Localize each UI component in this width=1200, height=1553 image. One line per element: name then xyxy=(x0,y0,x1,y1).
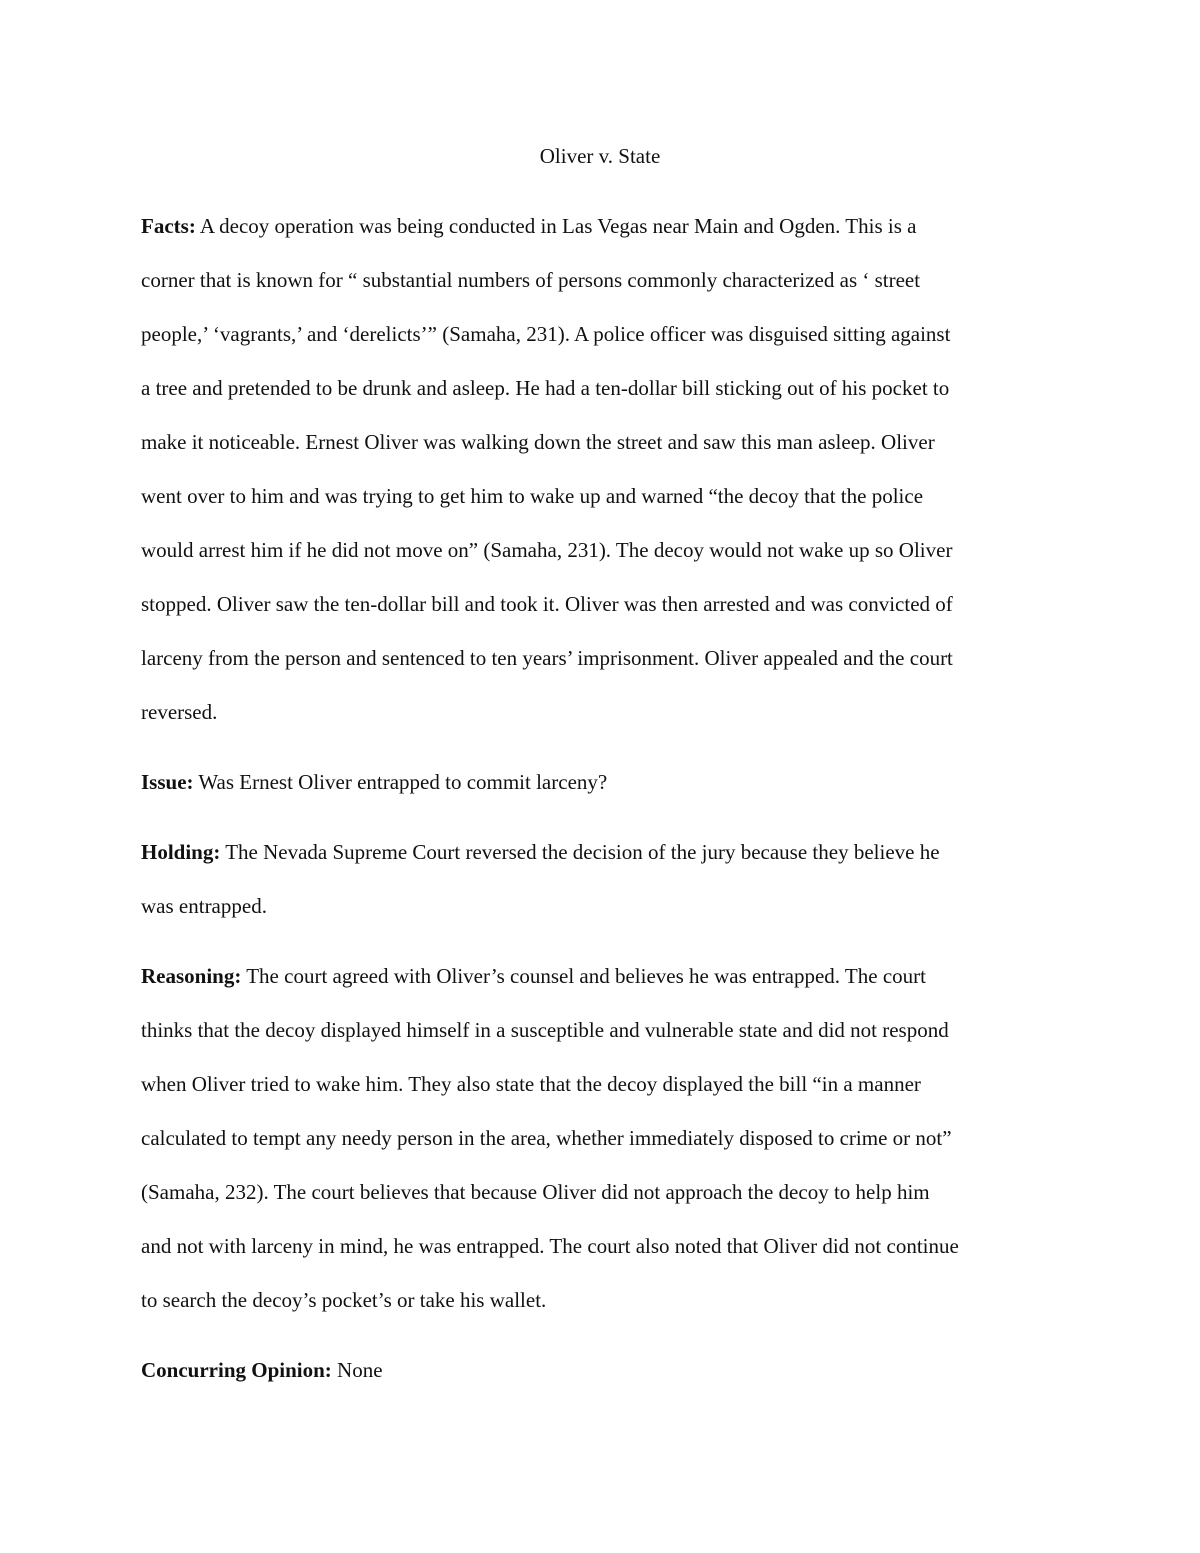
facts-line-7: would arrest him if he did not move on” (Samaha, 231). The decoy would not wake up so Oliver xyxy=(141,538,953,562)
facts-line-5: make it noticeable. Ernest Oliver was walking down the street and saw this man asleep. Oliver xyxy=(141,430,935,454)
issue-text: Was Ernest Oliver entrapped to commit larceny? xyxy=(193,770,608,794)
reasoning-line-6: and not with larceny in mind, he was entrapped. The court also noted that Oliver did not continue xyxy=(141,1234,959,1258)
concurring-line xyxy=(141,1356,1071,1384)
holding-line-2: was entrapped. xyxy=(141,894,267,918)
facts-line-8: stopped. Oliver saw the ten-dollar bill and took it. Oliver was then arrested and was convicted of xyxy=(141,592,953,616)
reasoning-line-4: calculated to tempt any needy person in the area, whether immediately disposed to crime or not” xyxy=(141,1126,952,1150)
reasoning-line-1 xyxy=(141,962,1071,990)
holding-text-1: The Nevada Supreme Court reversed the decision of the jury because they believe he xyxy=(220,840,940,864)
holding-label: Holding: xyxy=(141,840,221,864)
issue-line xyxy=(141,768,1071,796)
reasoning-line-3: when Oliver tried to wake him. They also state that the decoy displayed the bill “in a manner xyxy=(141,1072,921,1096)
concurring-text: None xyxy=(331,1358,383,1382)
facts-line-1 xyxy=(141,212,1071,240)
facts-line-3: people,’ ‘vagrants,’ and ‘derelicts’” (Samaha, 231). A police officer was disguised sitting against xyxy=(141,322,951,346)
facts-line-10: reversed. xyxy=(141,700,218,724)
reasoning-line-5: (Samaha, 232). The court believes that because Oliver did not approach the decoy to help him xyxy=(141,1180,930,1204)
reasoning-text-1: The court agreed with Oliver’s counsel and believes he was entrapped. The court xyxy=(241,964,926,988)
reasoning-line-7: to search the decoy’s pocket’s or take his wallet. xyxy=(141,1288,547,1312)
reasoning-line-2: thinks that the decoy displayed himself in a susceptible and vulnerable state and did not respond xyxy=(141,1018,949,1042)
facts-line-4: a tree and pretended to be drunk and asleep. He had a ten-dollar bill sticking out of his pocket to xyxy=(141,376,950,400)
facts-line-6: went over to him and was trying to get him to wake up and warned “the decoy that the police xyxy=(141,484,924,508)
reasoning-label: Reasoning: xyxy=(141,964,242,988)
document-title: Oliver v. State xyxy=(539,144,661,168)
facts-line-9: larceny from the person and sentenced to ten years’ imprisonment. Oliver appealed and the court xyxy=(141,646,953,670)
facts-label: Facts: xyxy=(141,214,196,238)
facts-line-2: corner that is known for “ substantial numbers of persons commonly characterized as ‘ street xyxy=(141,268,921,292)
facts-text-1: A decoy operation was being conducted in Las Vegas near Main and Ogden. This is a xyxy=(195,214,917,238)
holding-line-1 xyxy=(141,838,1071,866)
concurring-label: Concurring Opinion: xyxy=(141,1358,332,1382)
issue-label: Issue: xyxy=(141,770,194,794)
